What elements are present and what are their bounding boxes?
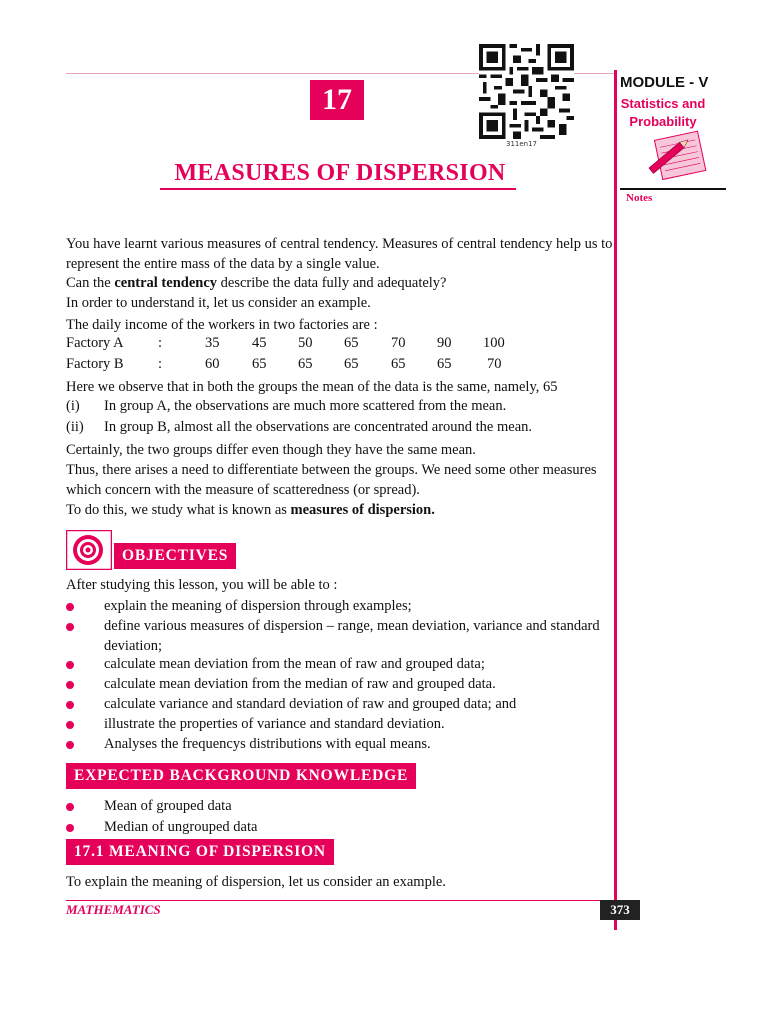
factory-value: 65 [344, 335, 359, 351]
daily-income-intro: The daily income of the workers in two factories are : [66, 317, 378, 333]
question-text-pre: Can the [66, 275, 115, 291]
module-subtitle-line1: Statistics and [620, 96, 706, 111]
footer-subject: MATHEMATICS [66, 902, 161, 917]
bullet-icon [66, 681, 74, 689]
observation-item-ii [0, 419, 614, 439]
objective-item: calculate mean deviation from the median of raw and grouped data. [104, 676, 496, 692]
factory-value: 65 [344, 356, 359, 372]
section-heading: 17.1 MEANING OF DISPERSION [66, 839, 334, 865]
objectives-heading: OBJECTIVES [114, 543, 236, 569]
study-dispersion [66, 500, 614, 520]
objective-item: calculate mean deviation from the mean of raw and grouped data; [104, 656, 485, 672]
notes-rule [620, 188, 726, 190]
module-subtitle [618, 95, 708, 131]
qr-code-icon [478, 44, 575, 139]
objectives-intro: After studying this lesson, you will be able to : [66, 577, 338, 593]
notes-label: Notes [626, 192, 653, 204]
page-title: MEASURES OF DISPERSION [174, 160, 506, 186]
factory-sep: : [158, 335, 163, 351]
example-intro: In order to understand it, let us consider an example. [66, 295, 371, 311]
objective-item: calculate variance and standard deviation of raw and grouped data; and [104, 696, 517, 712]
question-text-bold: central tendency [114, 275, 218, 291]
bullet-icon [66, 623, 74, 631]
bullet-icon [66, 741, 74, 749]
background-item: Mean of grouped data [104, 798, 232, 814]
notepad-pencil-icon [644, 128, 710, 182]
factory-value: 90 [437, 335, 452, 351]
footer-rule [66, 900, 640, 901]
need-to-differentiate: Thus, there arises a need to differentiate between the groups. We need some other measures which concern with the measure of scatteredness (or spread). [66, 462, 597, 498]
page-number: 373 [600, 900, 640, 920]
background-knowledge-heading: EXPECTED BACKGROUND KNOWLEDGE [66, 763, 416, 789]
title-underline [160, 188, 516, 190]
factory-value: 70 [391, 335, 406, 351]
study-text-bold: measures of dispersion. [290, 502, 435, 518]
bullet-icon [66, 803, 74, 811]
factory-row-b [0, 356, 614, 376]
bullet-icon [66, 824, 74, 832]
factory-value: 100 [483, 335, 505, 351]
section-intro: To explain the meaning of dispersion, let us consider an example. [66, 874, 446, 890]
factory-value: 60 [205, 356, 220, 372]
background-item: Median of ungrouped data [104, 819, 258, 835]
objective-item: illustrate the properties of variance and standard deviation. [104, 716, 445, 732]
factory-value: 35 [205, 335, 220, 351]
observation-mean: Here we observe that in both the groups the mean of the data is the same, namely, 65 [66, 379, 558, 395]
intro-paragraph: You have learnt various measures of central tendency. Measures of central tendency help us to represent the entire mass of the data by a single value. [66, 236, 613, 272]
objective-item: define various measures of dispersion – range, mean deviation, variance and standard deviation; [104, 618, 600, 654]
factory-value: 65 [391, 356, 406, 372]
bullet-icon [66, 603, 74, 611]
objective-item: Analyses the frequencys distributions with equal means. [104, 736, 431, 752]
factory-value: 65 [252, 356, 267, 372]
central-tendency-question [66, 273, 614, 293]
bullet-icon [66, 661, 74, 669]
module-subtitle-line2: Probability [629, 114, 697, 129]
qr-code-label: 311en17 [506, 140, 538, 148]
study-text-pre: To do this, we study what is known as [66, 502, 291, 518]
objectives-target-icon [66, 530, 112, 570]
bullet-icon [66, 701, 74, 709]
observation-item-i [0, 398, 614, 418]
item-label: (i) [66, 398, 80, 414]
item-label: (ii) [66, 419, 84, 435]
factory-sep: : [158, 356, 163, 372]
factory-value: 45 [252, 335, 267, 351]
factory-row-a [0, 335, 614, 355]
factory-value: 70 [487, 356, 502, 372]
factory-value: 65 [437, 356, 452, 372]
factory-value: 50 [298, 335, 313, 351]
groups-differ: Certainly, the two groups differ even though they have the same mean. [66, 442, 476, 458]
chapter-number: 17 [310, 80, 364, 120]
bullet-icon [66, 721, 74, 729]
factory-name: Factory A [66, 335, 124, 351]
item-text: In group B, almost all the observations are concentrated around the mean. [104, 419, 533, 435]
module-label: MODULE - V [620, 74, 709, 91]
factory-value: 65 [298, 356, 313, 372]
objective-item: explain the meaning of dispersion through examples; [104, 598, 412, 614]
factory-name: Factory B [66, 356, 124, 372]
item-text: In group A, the observations are much more scattered from the mean. [104, 398, 507, 414]
question-text-post: describe the data fully and adequately? [217, 275, 447, 291]
